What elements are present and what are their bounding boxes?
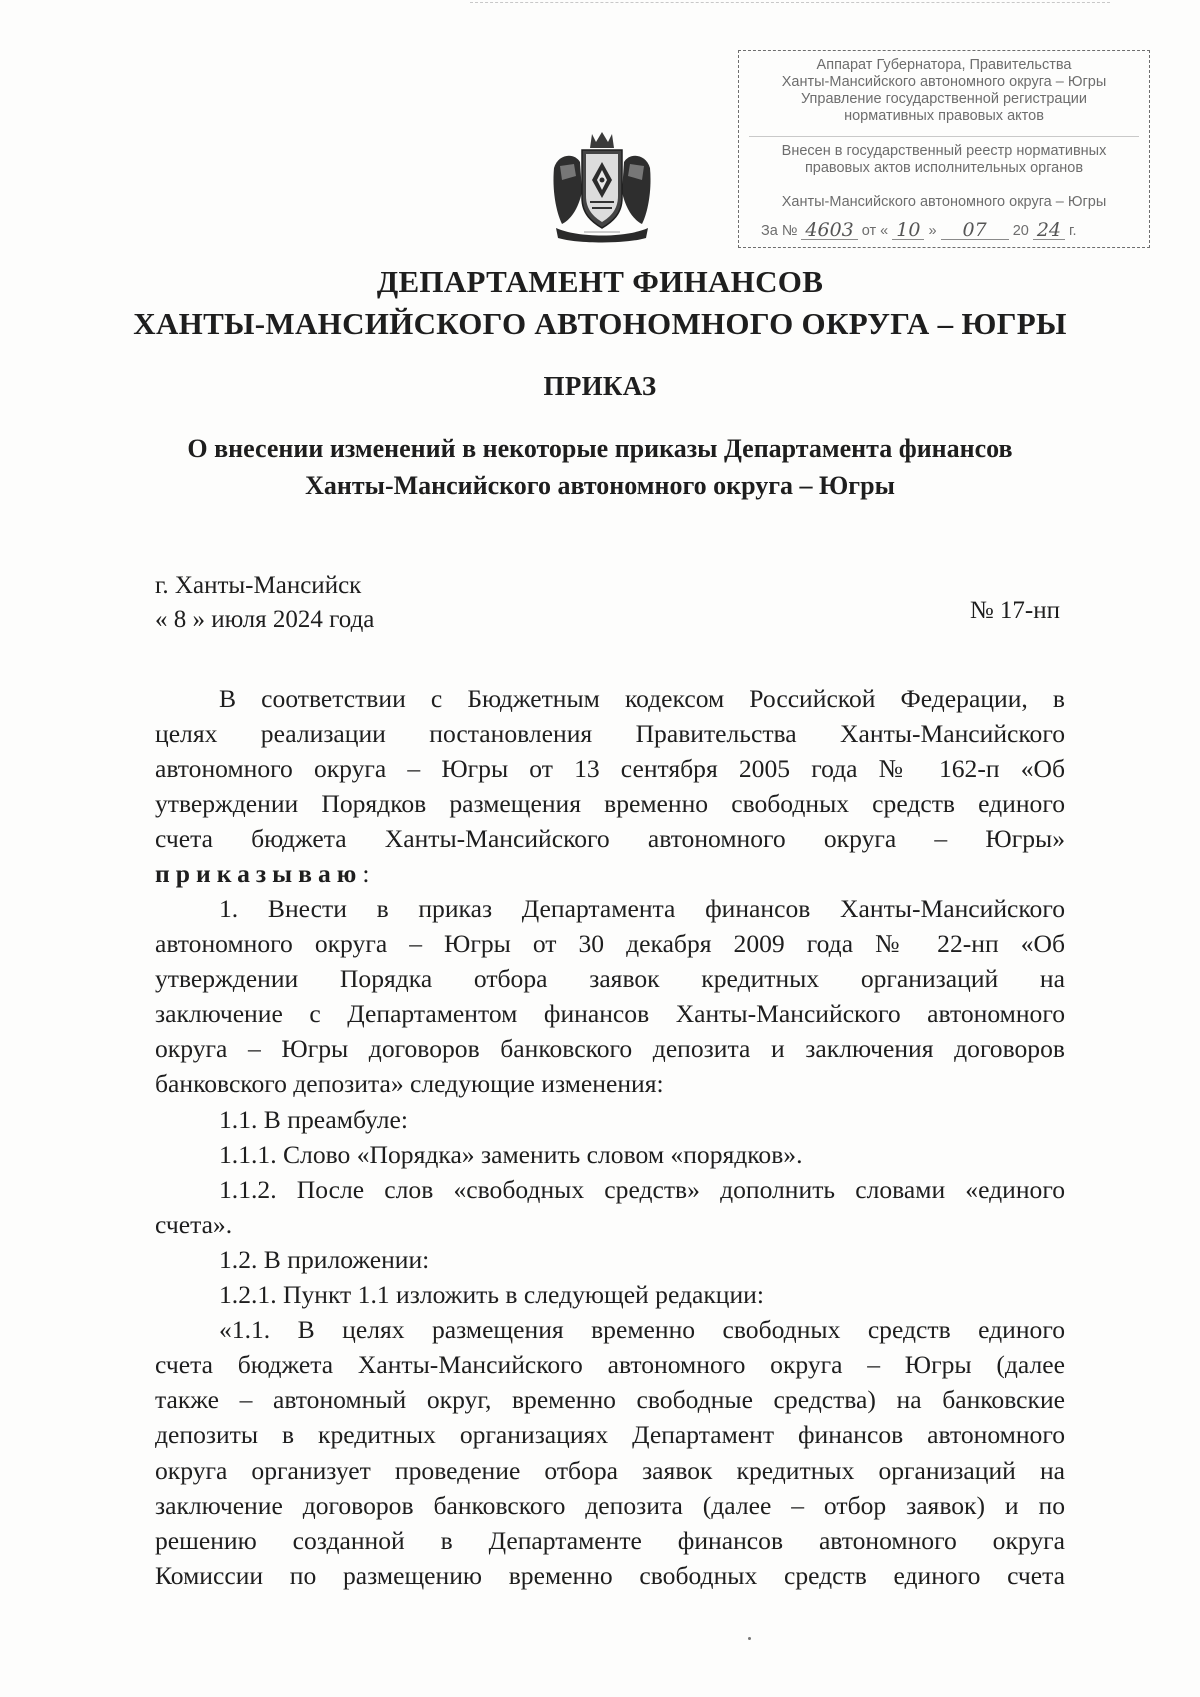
document-subject [0, 430, 1200, 504]
quote-line-5: округа организует проведение отбора заявок кредитных организаций на [155, 1455, 1065, 1485]
quote-line-8: Комиссии по размещению временно свободных средств единого счета [155, 1560, 1065, 1590]
stamp-line-7: Ханты-Мансийского автономного округа – Югры [781, 194, 1107, 210]
stamp-line-6: правовых актов исполнительных органов [804, 160, 1084, 176]
preamble-line-5: счета бюджета Ханты-Мансийского автономного округа – Югры» [155, 824, 1065, 854]
item-1-line-5: округа – Югры договоров банковского депозита и заключения договоров [155, 1034, 1065, 1064]
order-number: № 17-нп [969, 597, 1060, 624]
scan-speck [748, 1637, 751, 1640]
preamble [155, 681, 1065, 892]
stamp-line-2: Ханты-Мансийского автономного округа – Югры [781, 74, 1107, 90]
quote-line-4: депозиты в кредитных организациях Департамент финансов автономного [155, 1420, 1065, 1450]
stamp-registration-line [761, 221, 1139, 240]
preamble-line-3: автономного округа – Югры от 13 сентября 2005 года № 162-п «Об [155, 754, 1065, 784]
department-line-2: ХАНТЫ-МАНСИЙСКОГО АВТОНОМНОГО ОКРУГА – ЮГРЫ [133, 306, 1067, 341]
coat-of-arms-icon [548, 128, 656, 244]
stamp-reg-year: 24 [1033, 221, 1065, 240]
stamp-line-1: Аппарат Губернатора, Правительства [816, 57, 1072, 73]
item-1-line-1: 1. Внести в приказ Департамента финансов Ханты-Мансийского [219, 894, 1065, 923]
order-word-line [155, 856, 1065, 891]
stamp-reg-year-prefix: 20 [1012, 223, 1029, 239]
quote-line-3: также – автономный округ, временно свободные средства) на банковские [155, 1385, 1065, 1415]
stamp-reg-number: 4603 [801, 221, 857, 240]
item-1-2: 1.2. В приложении: [219, 1244, 430, 1274]
issue-city: г. Ханты-Мансийск [155, 572, 362, 599]
department-line-1: ДЕПАРТАМЕНТ ФИНАНСОВ [376, 264, 824, 299]
quote-line-6: заключение договоров банковского депозита (далее – отбор заявок) и по [155, 1490, 1065, 1520]
operative-part [155, 891, 1065, 1593]
preamble-line-4: утверждении Порядков размещения временно свободных средств единого [155, 789, 1065, 819]
stamp-line-4: нормативных правовых актов [844, 108, 1044, 124]
stamp-line-3: Управление государственной регистрации [800, 91, 1088, 107]
stamp-reg-month: 07 [941, 221, 1009, 240]
item-1-2-1: 1.2.1. Пункт 1.1 изложить в следующей редакции: [219, 1280, 764, 1310]
quote-line-1: «1.1. В целях размещения временно свободных средств единого [219, 1315, 1065, 1345]
stamp-reg-from: от « [861, 223, 889, 239]
document-type: ПРИКАЗ [543, 371, 657, 401]
stamp-line-5: Внесен в государственный реестр нормативных [781, 143, 1107, 159]
item-1-line-2: автономного округа – Югры от 30 декабря 2009 года № 22-нп «Об [155, 929, 1065, 959]
stamp-reg-day: 10 [892, 221, 924, 240]
preamble-line-2: целях реализации постановления Правительства Ханты-Мансийского [155, 719, 1065, 749]
item-1-1: 1.1. В преамбуле: [219, 1104, 408, 1134]
subject-line-1: О внесении изменений в некоторые приказы Департамента финансов [187, 434, 1013, 463]
item-1-line-4: заключение с Департаментом финансов Ханты-Мансийского автономного [155, 999, 1065, 1029]
issue-date: « 8 » июля 2024 года [155, 606, 375, 633]
item-1-line-6: банковского депозита» следующие изменения: [155, 1069, 664, 1099]
quote-line-2: счета бюджета Ханты-Мансийского автономного округа – Югры (далее [155, 1350, 1065, 1380]
stamp-reg-suffix: г. [1069, 223, 1077, 239]
registration-stamp [738, 50, 1150, 248]
stamp-divider [749, 136, 1139, 137]
item-1-1-1: 1.1.1. Слово «Порядка» заменить словом «порядков». [219, 1139, 803, 1169]
stamp-reg-close: » [928, 223, 937, 239]
item-1-1-2-line-1: 1.1.2. После слов «свободных средств» дополнить словами «единого [219, 1174, 1065, 1204]
subject-line-2: Ханты-Мансийского автономного округа – Югры [305, 471, 895, 500]
item-1-1-2-line-2: счета». [155, 1209, 233, 1239]
scan-edge [470, 2, 1110, 3]
preamble-line-1: В соответствии с Бюджетным кодексом Российской Федерации, в [219, 684, 1065, 713]
stamp-reg-prefix: За № [761, 223, 798, 239]
item-1-line-3: утверждении Порядка отбора заявок кредитных организаций на [155, 964, 1065, 994]
order-colon: : [362, 859, 370, 889]
department-header [0, 261, 1200, 345]
quote-line-7: решению созданной в Департаменте финансов автономного округа [155, 1525, 1065, 1555]
order-word: приказываю [155, 859, 363, 889]
